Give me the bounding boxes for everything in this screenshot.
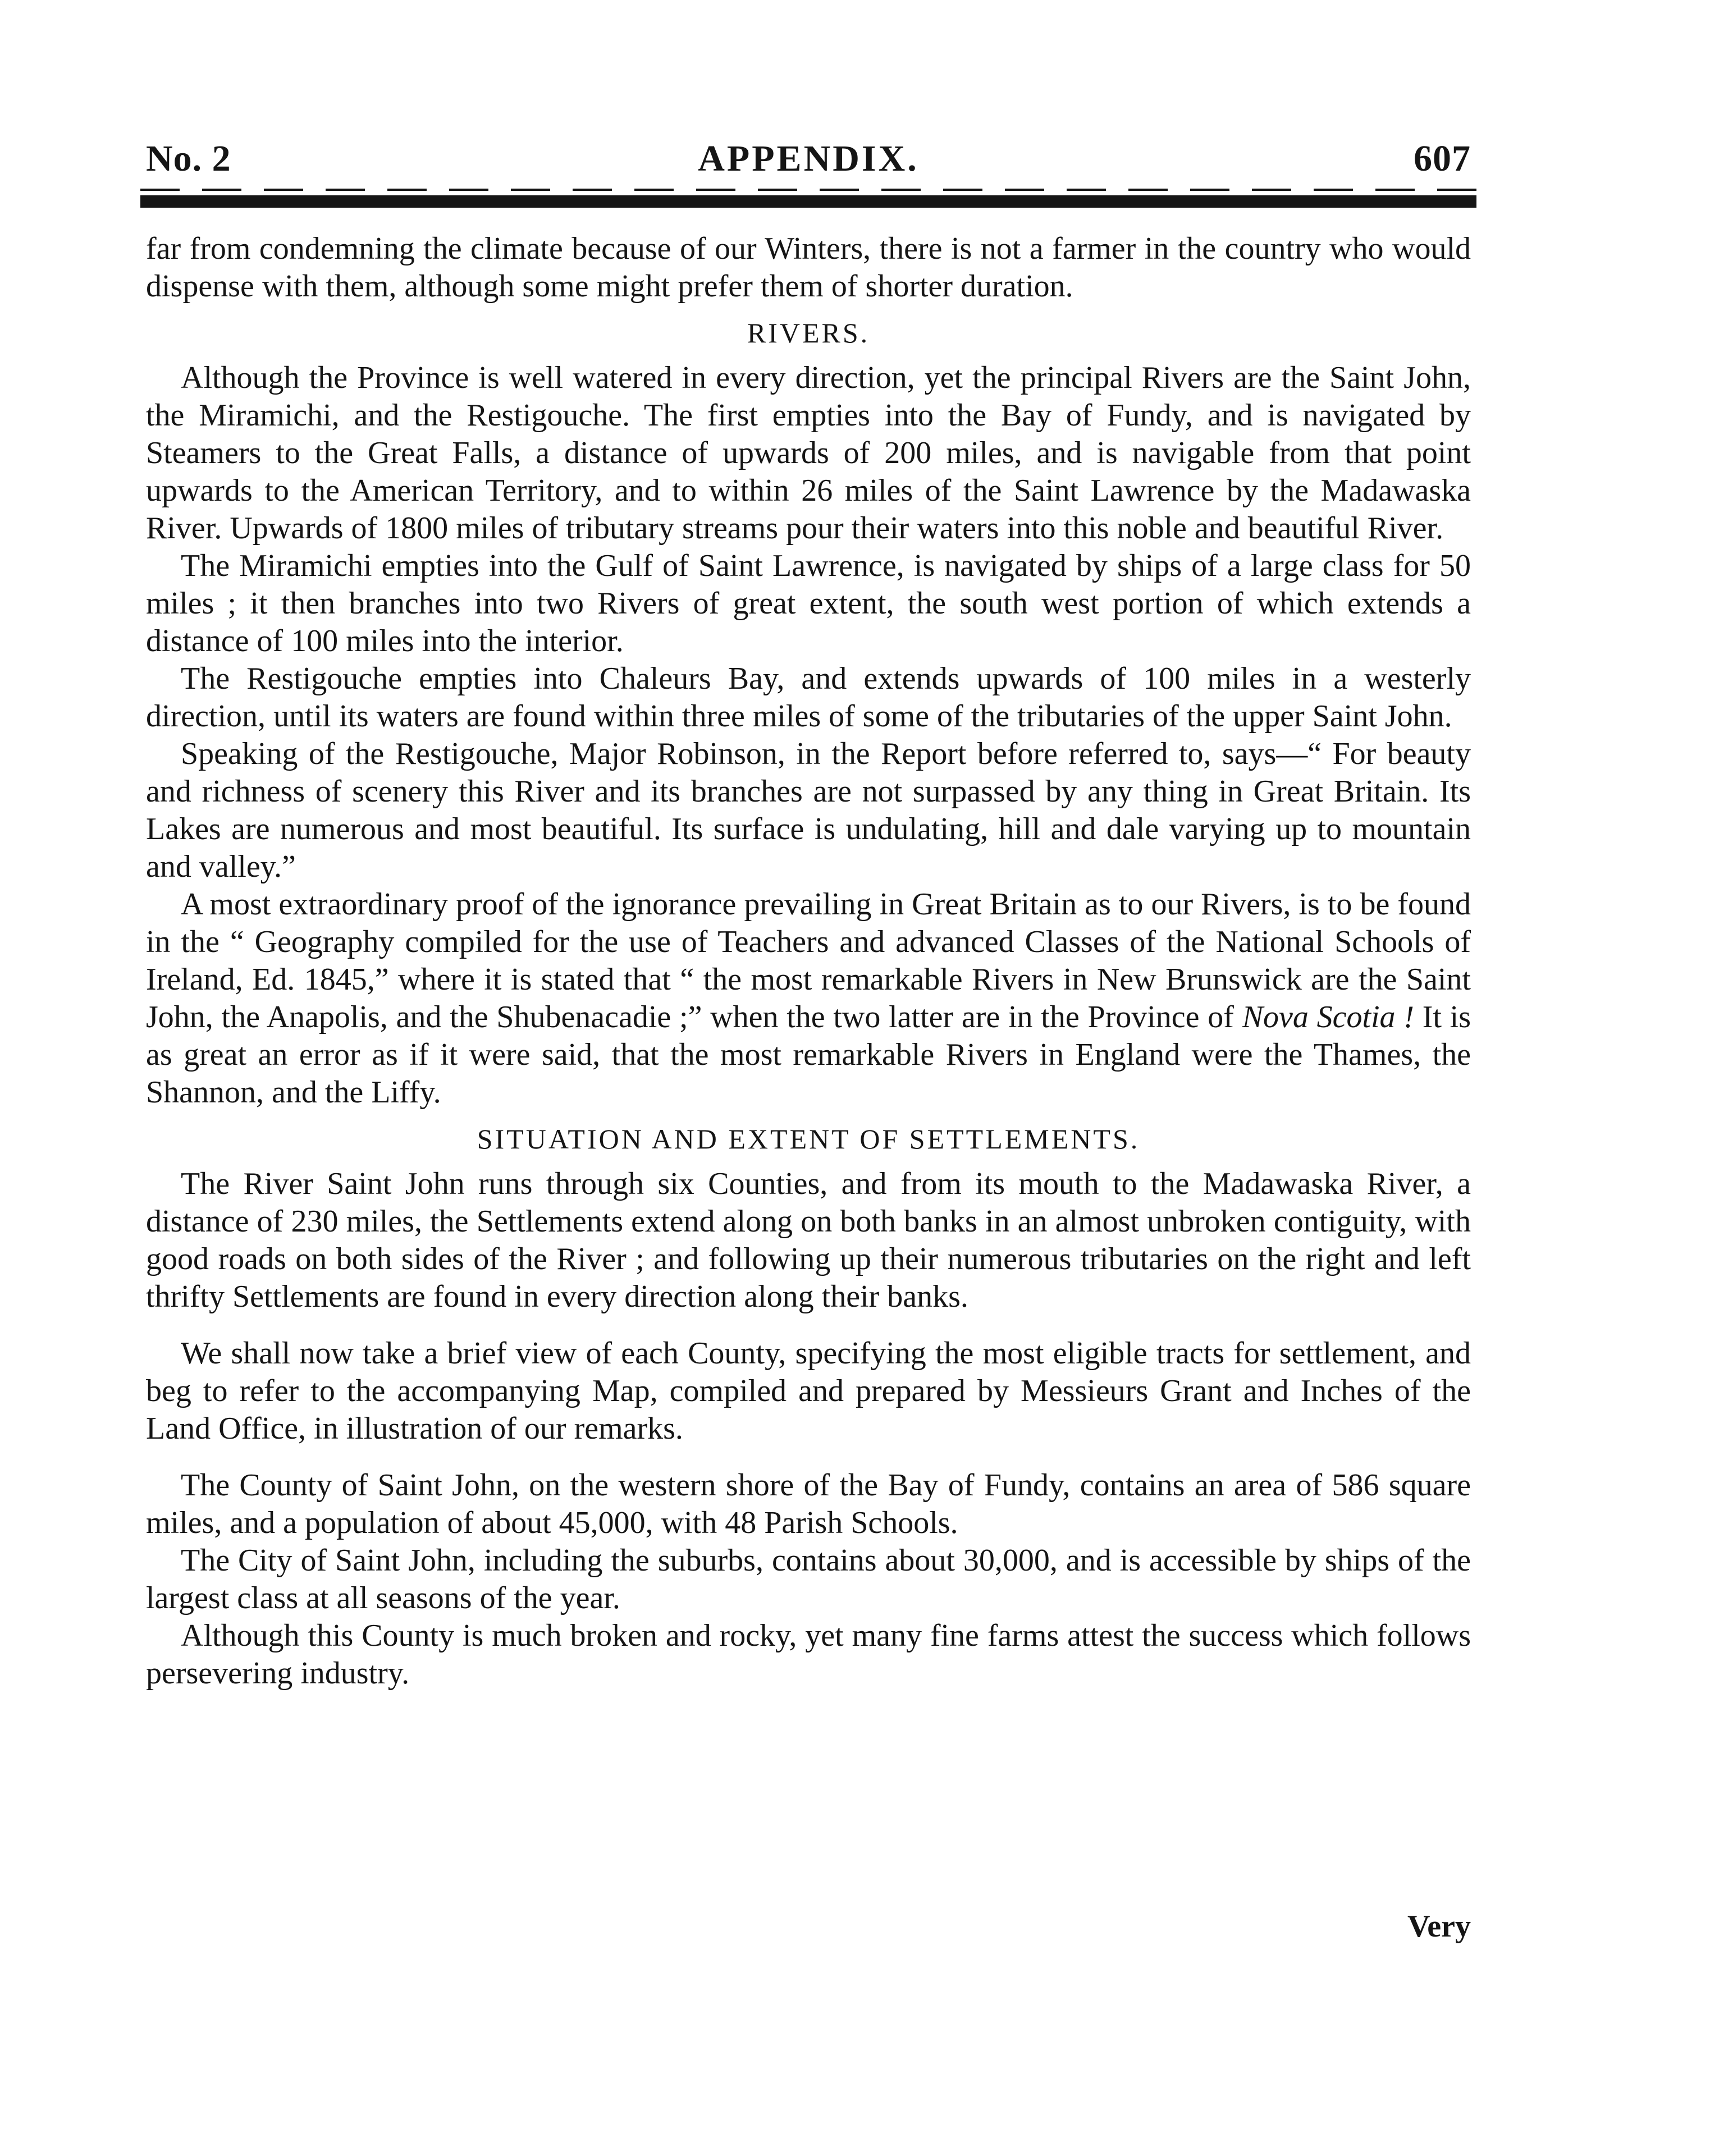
paragraph-county-saint-john: The County of Saint John, on the western shore of the Bay of Fundy, contains an area of 586 square miles, and a population of about 45,000, with 48 Parish Schools. — [146, 1468, 1471, 1540]
header-number: No. 2 — [146, 138, 231, 179]
paragraph-restigouche: The Restigouche empties into Chaleurs Bay, and extends upwards of 100 miles in a westerly direction, until its waters are found within three miles of some of the tributaries of the upper Saint John. — [146, 661, 1471, 734]
paragraph-geography-error-part1: A most extraordinary proof of the ignorance prevailing in Great Britain as to our Rivers, is to be found in the “ Geography compiled for the use of Teachers and advanced Classes of the National Schools of Ireland, Ed. 1845,” where it is stated that “ the most remarkable Rivers in New Brunswick are the Saint John, the Anapolis, and the Shubenacadie ;” when the two latter are in the Province of — [146, 887, 1471, 1034]
paragraph-farms: Although this County is much broken and rocky, yet many fine farms attest the success which follows persevering industry. — [146, 1618, 1471, 1691]
paragraph-geography-error-part2: It is as great an error as if it were said, that the most remarkable Rivers in England were the Thames, the Shannon, and the Liffy. — [146, 1000, 1471, 1110]
paragraph-geography-error — [146, 886, 1471, 1111]
page-body — [146, 230, 1471, 1692]
catchword: Very — [1407, 1909, 1471, 1944]
paragraph-principal-rivers: Although the Province is well watered in every direction, yet the principal Rivers are the Saint John, the Miramichi, and the Restigouche. The first empties into the Bay of Fundy, and is navigated by Steamers to the Great Falls, a distance of upwards of 200 miles, and is navigable from that point upwards to the American Territory, and to within 26 miles of the Saint Lawrence by the Madawaska River. Upwards of 1800 miles of tributary streams pour their waters into this noble and beautiful River. — [146, 360, 1471, 546]
section-heading-rivers: RIVERS. — [747, 317, 870, 349]
page-number: 607 — [1414, 138, 1471, 179]
paragraph-miramichi: The Miramichi empties into the Gulf of Saint Lawrence, is navigated by ships of a large class for 50 miles ; it then branches into two Rivers of great extent, the south west portion of which extends a distance of 100 miles into the interior. — [146, 548, 1471, 658]
section-heading-settlements: SITUATION AND EXTENT OF SETTLEMENTS. — [477, 1123, 1140, 1155]
paragraph-continued: far from condemning the climate because of our Winters, there is not a farmer in the country who would dispense with them, although some might prefer them of shorter duration. — [146, 231, 1471, 304]
nova-scotia-italic: Nova Scotia ! — [1242, 1000, 1414, 1034]
paragraph-county-view: We shall now take a brief view of each County, specifying the most eligible tracts for settlement, and beg to refer to the accompanying Map, compiled and prepared by Messieurs Grant and Inches of the Land Office, in illustration of our remarks. — [146, 1336, 1471, 1446]
running-header — [146, 138, 1471, 188]
header-title: APPENDIX. — [698, 138, 919, 179]
paragraph-saint-john-settlements: The River Saint John runs through six Counties, and from its mouth to the Madawaska River, a distance of 230 miles, the Settlements extend along on both banks in an almost unbroken contiguity, with good roads on both sides of the River ; and following up their numerous tributaries on the right and left thrifty Settlements are found in every direction along their banks. — [146, 1166, 1471, 1314]
paragraph-robinson-quote: Speaking of the Restigouche, Major Robinson, in the Report before referred to, says—“ For beauty and richness of scenery this River and its branches are not surpassed by any thing in Great Britain. Its Lakes are numerous and most beautiful. Its surface is undulating, hill and dale varying up to mountain and valley.” — [146, 736, 1471, 884]
paragraph-city-saint-john: The City of Saint John, including the suburbs, contains about 30,000, and is accessible by ships of the largest class at all seasons of the year. — [146, 1543, 1471, 1615]
header-rule — [140, 195, 1476, 208]
